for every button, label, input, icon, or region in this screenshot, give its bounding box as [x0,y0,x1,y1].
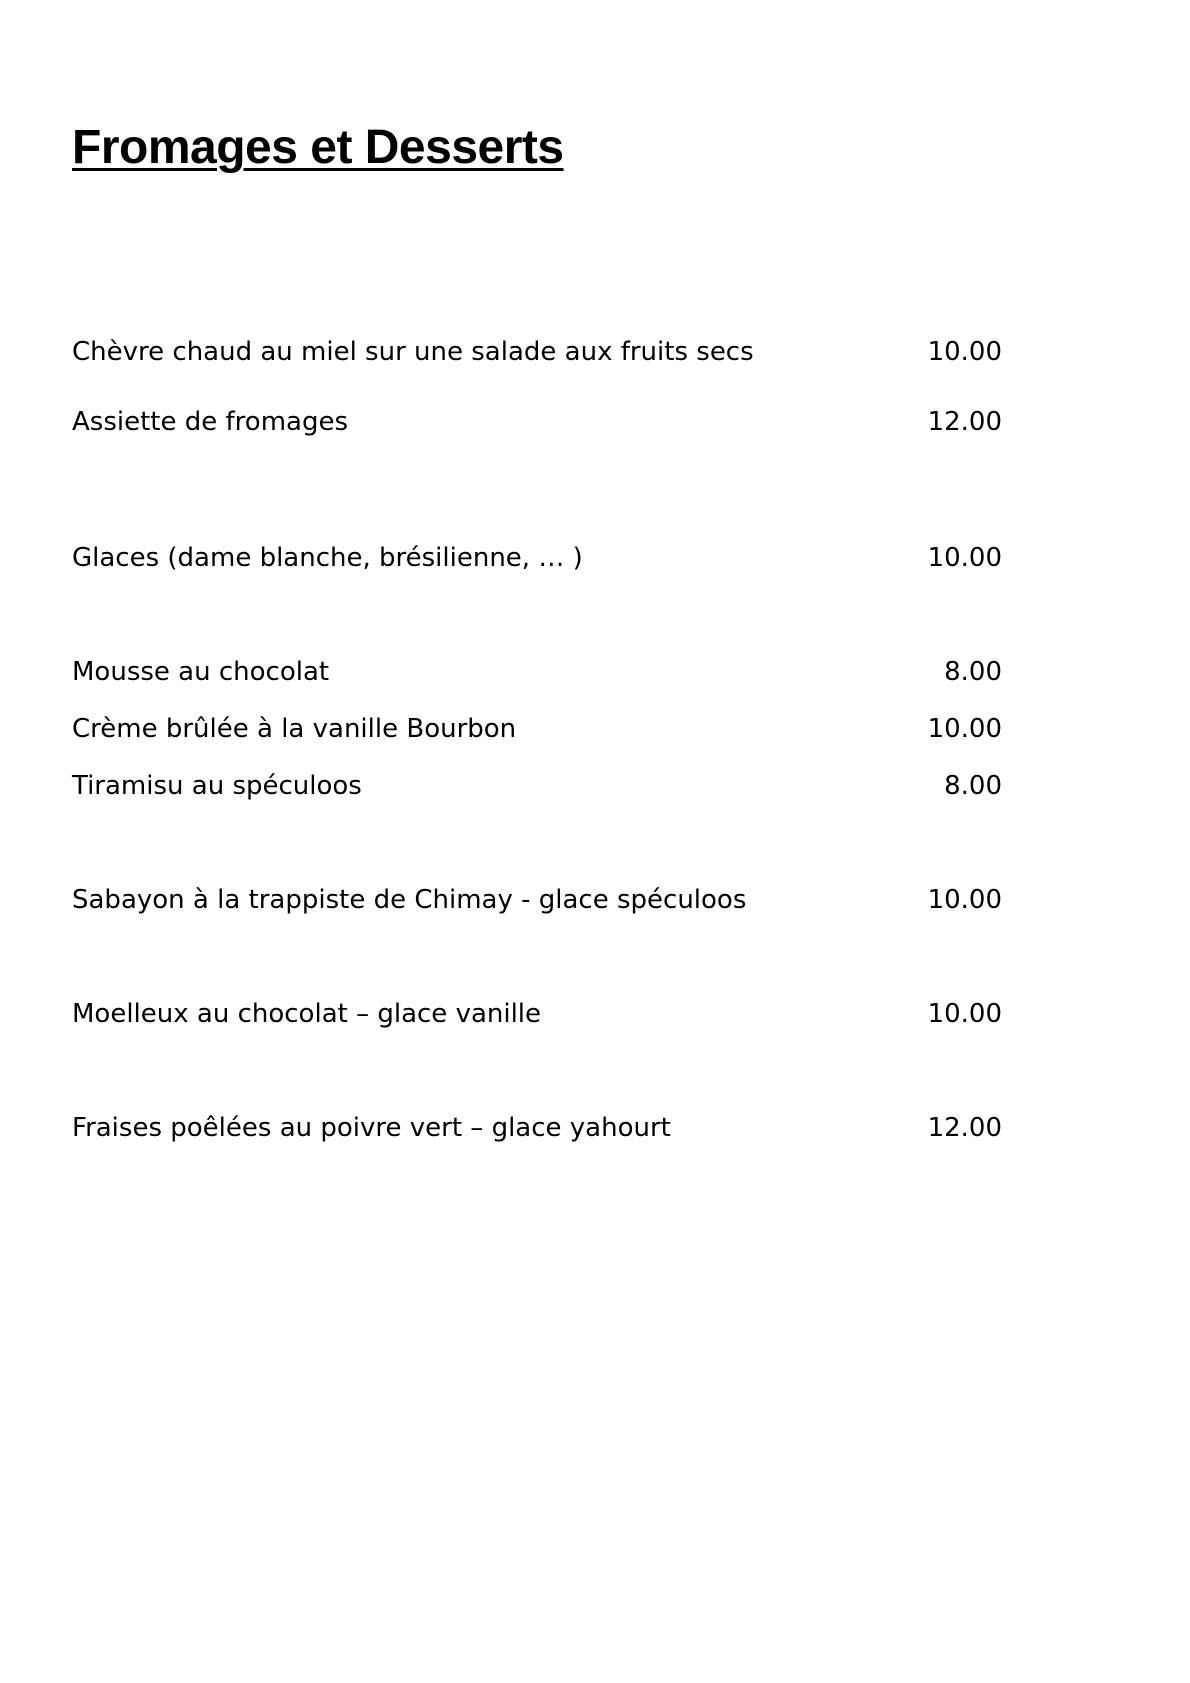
item-name: Moelleux au chocolat – glace vanille [72,999,542,1029]
item-name: Sabayon à la trappiste de Chimay - glace spéculoos [72,885,747,915]
menu-item-mousse-chocolat [72,652,1002,692]
item-price: 8.00 [944,771,1002,801]
item-price: 10.00 [927,337,1002,367]
menu-item-fraises [72,1108,1002,1148]
menu-item-creme-brulee [72,709,1002,749]
menu-item-tiramisu [72,766,1002,806]
menu-item-glaces [72,538,1002,578]
menu-item-assiette-fromages [72,402,1002,442]
item-name: Tiramisu au spéculoos [72,771,362,801]
item-name: Assiette de fromages [72,407,348,437]
page-title: Fromages et Desserts [72,121,564,174]
item-name: Glaces (dame blanche, brésilienne, … ) [72,543,583,573]
menu-item-moelleux [72,994,1002,1034]
item-price: 10.00 [927,885,1002,915]
item-name: Crème brûlée à la vanille Bourbon [72,714,517,744]
menu-item-chevre-chaud [72,332,1002,372]
item-price: 8.00 [944,657,1002,687]
item-price: 10.00 [927,999,1002,1029]
item-name: Chèvre chaud au miel sur une salade aux fruits secs [72,337,754,367]
item-price: 12.00 [927,1113,1002,1143]
item-name: Fraises poêlées au poivre vert – glace yahourt [72,1113,671,1143]
menu-item-sabayon [72,880,1002,920]
item-price: 12.00 [927,407,1002,437]
item-price: 10.00 [927,714,1002,744]
item-name: Mousse au chocolat [72,657,330,687]
item-price: 10.00 [927,543,1002,573]
